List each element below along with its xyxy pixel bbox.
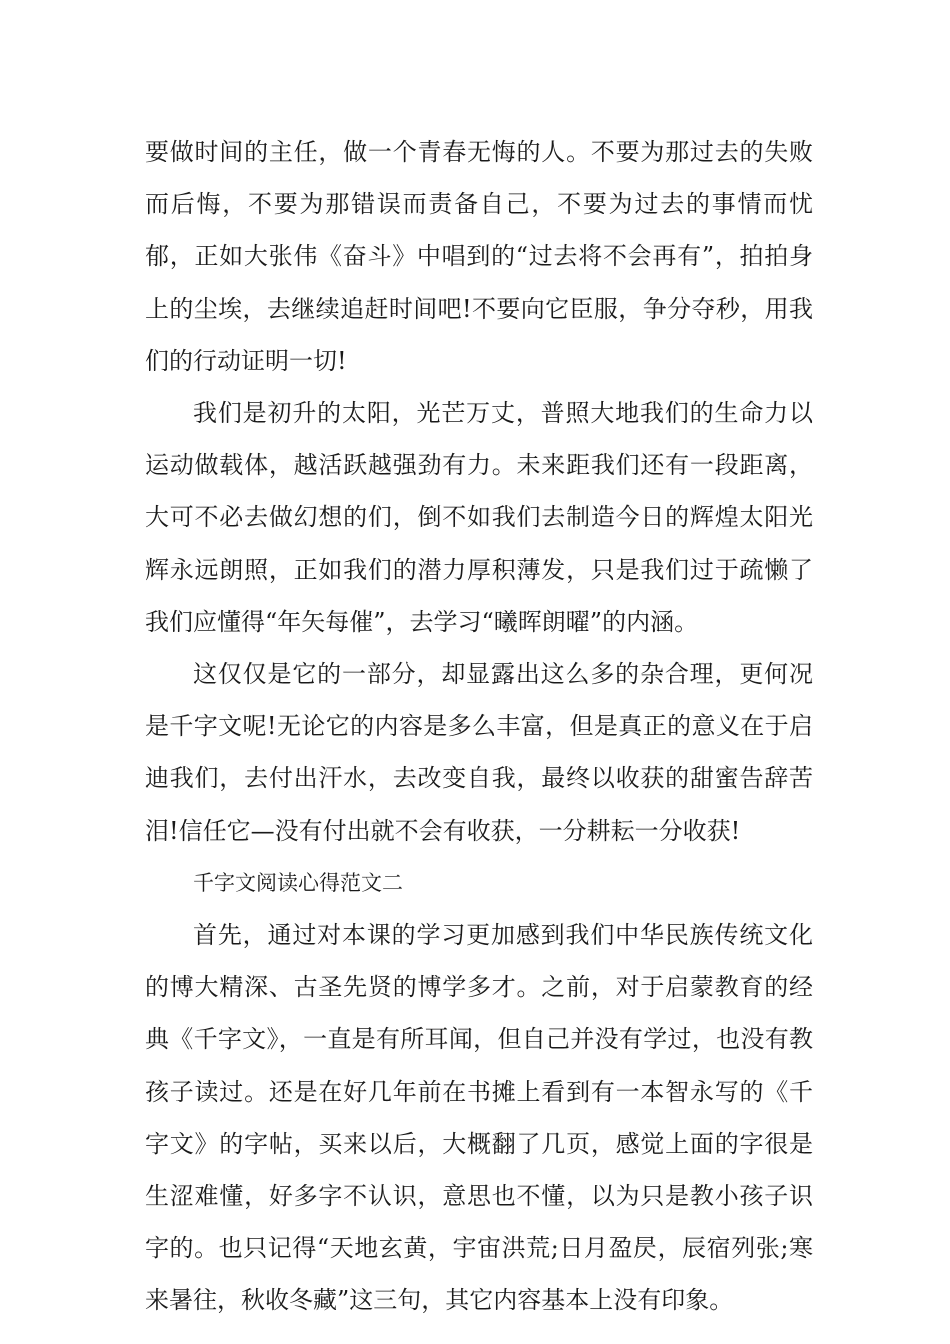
- document-body: [145, 126, 813, 1327]
- paragraph-summary: 这仅仅是它的一部分，却显露出这么多的杂合理，更何况是千字文呢!无论它的内容是多么丰富，但是真正的意义在于启迪我们，去付出汗水，去改变自我，最终以收获的甜蜜告辞苦泪!信任它—没有付出就不会有收获，一分耕耘一分收获!: [145, 660, 813, 845]
- paragraph-first: 首先，通过对本课的学习更加感到我们中华民族传统文化的博大精深、古圣先贤的博学多才。之前，对于启蒙教育的经典《千字文》，一直是有所耳闻，但自己并没有学过，也没有教孩子读过。还是在好几年前在书摊上看到有一本智永写的《千字文》的字帖，买来以后，大概翻了几页，感觉上面的字很是生涩难懂，好多字不认识，意思也不懂，以为只是教小孩子识字的。也只记得“天地玄黄，宇宙洪荒;日月盈昃，辰宿列张;寒来暑往，秋收冬藏”这三句，其它内容基本上没有印象。: [145, 921, 813, 1315]
- section-heading: 千字文阅读心得范文二: [193, 870, 403, 895]
- paragraph-sun: 我们是初升的太阳，光芒万丈，普照大地我们的生命力以运动做载体，越活跃越强劲有力。未来距我们还有一段距离，大可不必去做幻想的们，倒不如我们去制造今日的辉煌太阳光辉永远朗照，正如我们的潜力厚积薄发，只是我们过于疏懒了我们应懂得“年矢每催”，去学习“曦晖朗曜”的内涵。: [145, 399, 813, 636]
- paragraph-continuation: 要做时间的主任，做一个青春无悔的人。不要为那过去的失败而后悔，不要为那错误而责备自己，不要为过去的事情而忧郁，正如大张伟《奋斗》中唱到的“过去将不会再有”，拍拍身上的尘埃，去继续追赶时间吧!不要向它臣服，争分夺秒，用我们的行动证明一切!: [145, 138, 813, 375]
